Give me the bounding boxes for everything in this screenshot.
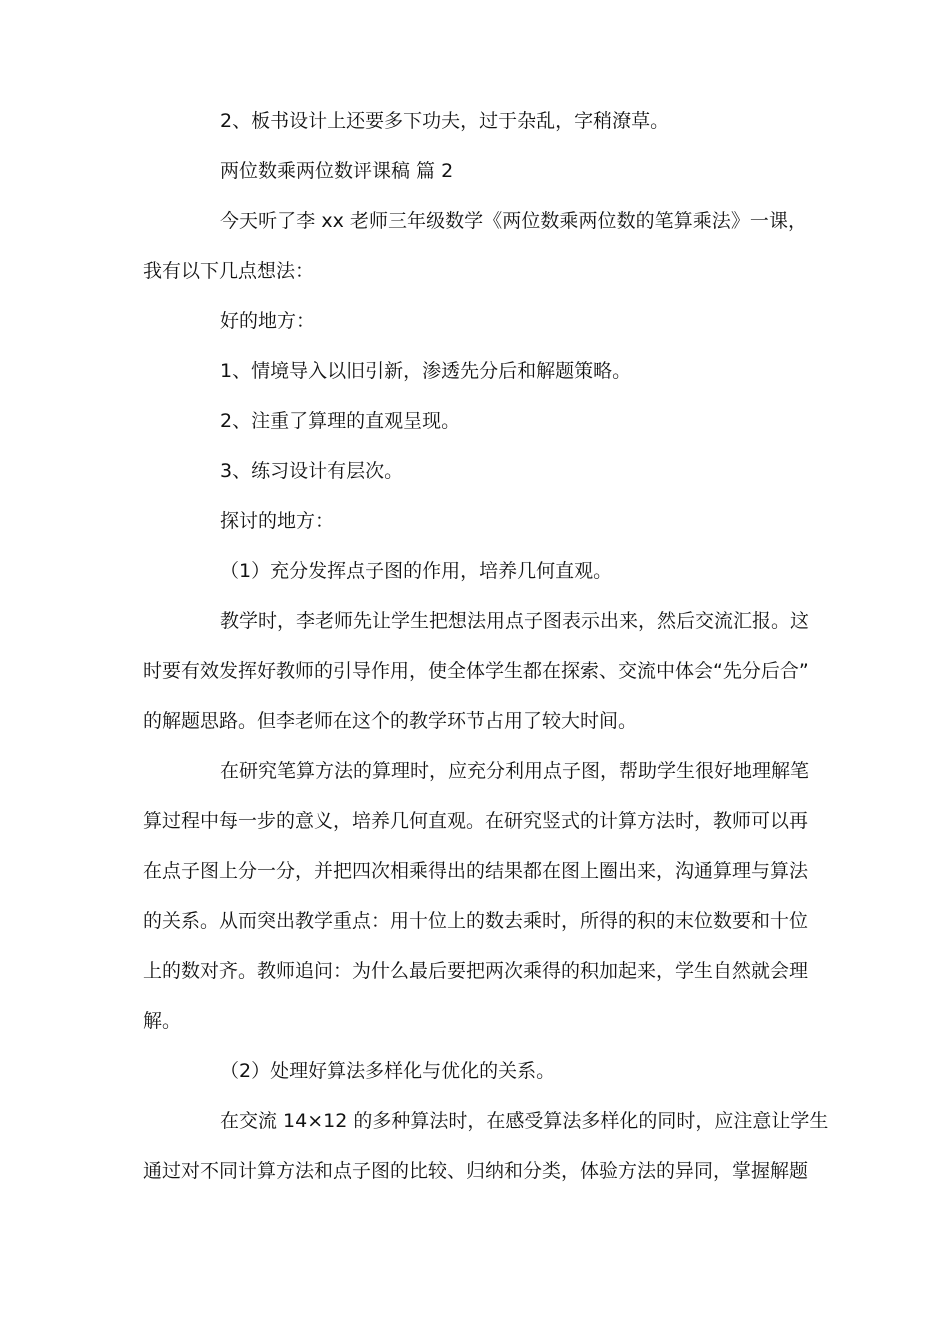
list-item	[143, 396, 807, 446]
text-line: （1）充分发挥点子图的作用，培养几何直观。	[220, 560, 613, 582]
text-line: 探讨的地方：	[220, 510, 335, 532]
paragraph-research	[143, 746, 810, 1046]
text-line: 教学时，李老师先让学生把想法用点子图表示出来，然后交流汇报。这	[220, 610, 810, 632]
text-line: 的关系。从而突出教学重点：用十位上的数去乘时，所得的积的末位数要和十位	[143, 910, 809, 932]
list-item	[143, 446, 807, 496]
text-line: 两位数乘两位数评课稿 篇 2	[220, 160, 454, 182]
text-line: 解。	[143, 1010, 182, 1032]
text-line: 时要有效发挥好教师的引导作用，使全体学生都在探索、交流中体会“先分后合”	[143, 660, 809, 682]
paragraph-point-1	[143, 546, 807, 596]
text-line: 我有以下几点想法：	[143, 260, 315, 282]
paragraph-discussion-heading	[143, 496, 807, 546]
text-line: 在交流 14×12 的多种算法时，在感受算法多样化的同时，应注意让学生	[220, 1110, 829, 1132]
text-line: 通过对不同计算方法和点子图的比较、归纳和分类，体验方法的异同，掌握解题	[143, 1160, 809, 1182]
list-item	[143, 346, 807, 396]
text-line: 上的数对齐。教师追问：为什么最后要把两次乘得的积加起来，学生自然就会理	[143, 960, 809, 982]
paragraph-teaching	[143, 596, 810, 746]
paragraph-board-design	[143, 96, 807, 146]
text-line: 好的地方：	[220, 310, 316, 332]
paragraph-good-points-heading	[143, 296, 807, 346]
paragraph-exchange	[143, 1096, 829, 1196]
text-line: 1、情境导入以旧引新，渗透先分后和解题策略。	[220, 360, 632, 382]
text-line: 算过程中每一步的意义，培养几何直观。在研究竖式的计算方法时，教师可以再	[143, 810, 809, 832]
text-line: 3、练习设计有层次。	[220, 460, 404, 482]
text-line: 在点子图上分一分，并把四次相乘得出的结果都在图上圈出来，沟通算理与算法	[143, 860, 809, 882]
text-line: 今天听了李 xx 老师三年级数学《两位数乘两位数的笔算乘法》一课，	[220, 210, 807, 232]
paragraph-intro	[143, 196, 807, 296]
text-line: 2、板书设计上还要多下功夫，过于杂乱，字稍潦草。	[220, 110, 670, 132]
text-line: 2、注重了算理的直观呈现。	[220, 410, 461, 432]
paragraph-point-2	[143, 1046, 807, 1096]
text-line: 的解题思路。但李老师在这个的教学环节占用了较大时间。	[143, 710, 638, 732]
text-line: 在研究笔算方法的算理时，应充分利用点子图，帮助学生很好地理解笔	[220, 760, 810, 782]
text-line: （2）处理好算法多样化与优化的关系。	[220, 1060, 556, 1082]
section-heading	[143, 146, 807, 196]
